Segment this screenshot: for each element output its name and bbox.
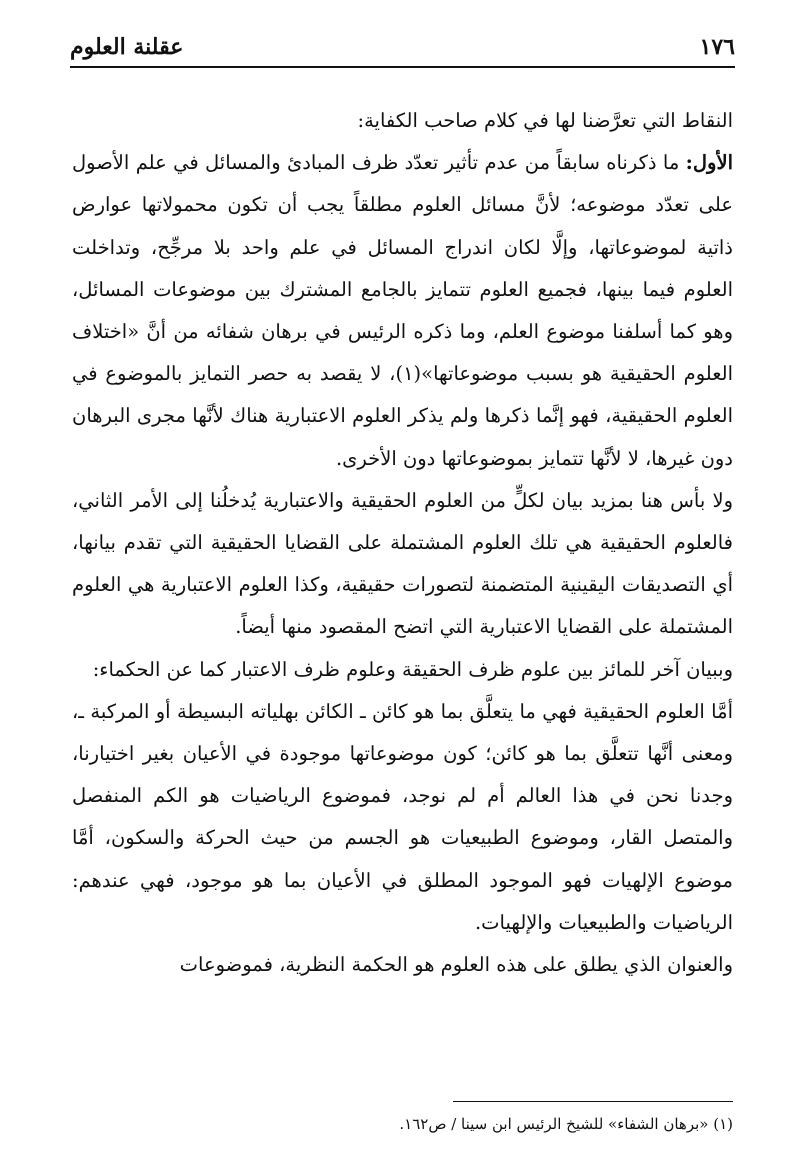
paragraph-text: وببيان آخر للمائز بين علوم ظرف الحقيقة وعلوم ظرف الاعتبار كما عن الحكماء: — [92, 657, 733, 681]
paragraph-text: والعنوان الذي يطلق على هذه العلوم هو الحكمة النظرية، فموضوعات — [179, 953, 733, 977]
paragraph-first-point — [72, 142, 733, 480]
paragraph-text: ما ذكرناه سابقاً من عدم تأثير تعدّد ظرف المبادئ والمسائل في علم الأصول على تعدّد موضوعه؛ لأنَّ مسائل العلوم مطلقاً يجب أن تكون محمولاتها عوارض ذاتية لموضوعاتها، وإلَّا لكان اندراج المسائل في علم واحد بلا مرجِّح، وتداخلت العلوم فيما بينها، فجميع العلوم تتمايز بالجامع المشترك بين موضوعات المسائل، وهو كما أسلفنا موضوع العلم، وما ذكره الرئيس في برهان شفائه من أنَّ «اختلاف العلوم الحقيقية هو بسبب موضوعاتها»(١)، لا يقصد به حصر التمايز بالموضوع في العلوم الحقيقية، فهو إنَّما ذكرها ولم يذكر العلوم الاعتبارية هناك لأنَّها مجرى البرهان دون غيرها، لا لأنَّها تتمايز بموضوعاتها دون الأخرى. — [72, 151, 733, 470]
paragraph-theoretical-wisdom — [72, 944, 733, 986]
page-header — [70, 28, 735, 68]
paragraph-another-explanation — [72, 649, 733, 691]
footnote: (١) «برهان الشفاء» للشيخ الرئيس ابن سينا / ص١٦٢. — [399, 1115, 733, 1133]
body-text — [72, 100, 733, 986]
paragraph-lead: الأول: — [685, 151, 733, 175]
paragraph-text: ولا بأس هنا بمزيد بيان لكلٍّ من العلوم الحقيقية والاعتبارية يُدخلُنا إلى الأمر الثاني، فالعلوم الحقيقية هي تلك العلوم المشتملة على القضايا الحقيقية التي تقدم بيانها، أي التصديقات اليقينية المتضمنة لتصورات حقيقية، وكذا العلوم الاعتبارية هي العلوم المشتملة على القضايا الاعتبارية التي اتضح المقصود منها أيضاً. — [72, 488, 733, 639]
paragraph-real-vs-conventional — [72, 480, 733, 649]
running-title: عقلنة العلوم — [70, 34, 184, 60]
footnote-divider — [453, 1101, 733, 1102]
paragraph-text: أمَّا العلوم الحقيقية فهي ما يتعلَّق بما هو كائن ـ الكائن بهلياته البسيطة أو المركبة ـ، ومعنى أنَّها تتعلَّق بما هو كائن؛ كون موضوعاتها موجودة في الأعيان بغير اختيارنا، وجدنا نحن في هذا العالم أم لم نوجد، فموضوع الرياضيات هو الكم المنفصل والمتصل القار، وموضوع الطبيعيات هو الجسم من حيث الحركة والسكون، أمَّا موضوع الإلهيات فهو الموجود المطلق في الأعيان بما هو موجود، فهي عندهم: الرياضيات والطبيعيات والإلهيات. — [72, 699, 733, 934]
paragraph-intro — [72, 100, 733, 142]
page-number: ١٧٦ — [699, 34, 735, 60]
paragraph-text: النقاط التي تعرَّضنا لها في كلام صاحب الكفاية: — [357, 109, 733, 132]
paragraph-real-sciences — [72, 691, 733, 944]
